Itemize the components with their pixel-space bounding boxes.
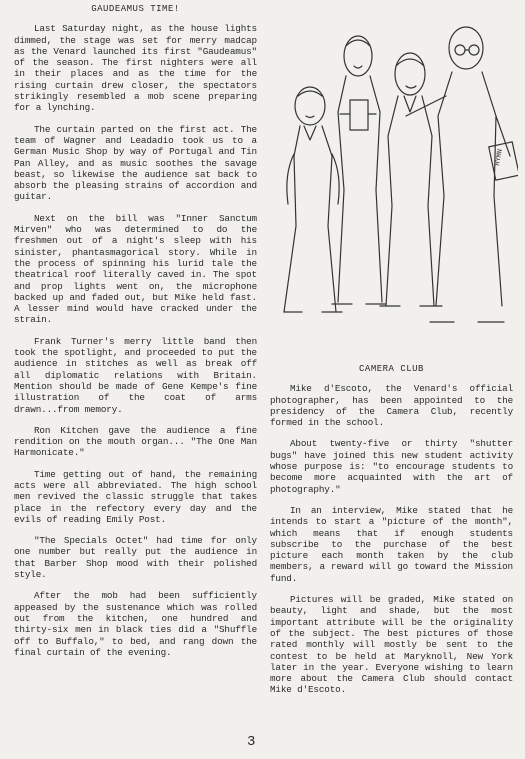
camera-club-article (270, 364, 513, 696)
page-number: 3 (247, 734, 256, 750)
gaudeamus-title: GAUDEAMUS TIME! (91, 4, 180, 14)
gaudeamus-article (14, 4, 257, 658)
article-paragraph: About twenty-five or thirty "shutter bugs" have joined this new student activity whose purpose is: "to encourage students to become more acquainted with the art of photography." (270, 438, 513, 495)
article-paragraph: "The Specials Octet" had time for only one number but really put the audience in that Barber Shop mood with their polished style. (14, 535, 257, 581)
camera-club-title: CAMERA CLUB (359, 364, 424, 374)
singers-cartoon (270, 4, 518, 349)
article-paragraph: Mike d'Escoto, the Venard's official photographer, has been appointed to the presidency of the Camera Club, recently formed in the school. (270, 383, 513, 429)
article-paragraph: Frank Turner's merry little band then took the spotlight, and proceeded to put the audience in stitches as well as break off all diplomatic relations with Britain. Mention should be made of Gene Kempe's fine illustration of the coat of arms drawn...from memory. (14, 335, 257, 415)
article-paragraph: Ron Kitchen gave the audience a fine rendition on the mouth organ... "The One Man Harmonicate." (14, 424, 257, 459)
article-paragraph: After the mob had been sufficiently appeased by the sustenance which was rolled out from the kitchen, one hundred and thirty-six men in black ties did a "Shuffle off to Buffalo," to bed, and rang down the final curtain of the evening. (14, 590, 257, 658)
article-paragraph: The curtain parted on the first act. The team of Wagner and Leadadio took us to a German Music Shop by way of Portugal and Tin Pan Alley, and as music soothes the savage beast, so likewise the audience sat back to absorb the pleasing strains of accordion and guitar. (14, 123, 257, 203)
article-paragraph: In an interview, Mike stated that he intends to start a "picture of the month", which means that if enough students subscribe to the purchase of the best picture each month taken by the club members, a reward will go toward the Mission fund. (270, 504, 513, 584)
article-paragraph: Pictures will be graded, Mike stated on beauty, light and shade, but the most important attribute will be the originality of the subject. The best pictures of those rated monthly will mostly be sent to the contest to be held at Maryknoll, New York later in the year. Everyone wishing to learn more about the Camera Club should contact Mike d'Escoto. (270, 594, 513, 696)
article-paragraph: Last Saturday night, as the house lights dimmed, the stage was set for merry madcap as the Venard launched its first "Gaudeamus" of the season. The first nighters were all in their places and as the time for the rising curtain drew closer, the spectators strikingly resembled a mob scene preparing for a lynching. (14, 23, 257, 114)
hymn-book-label: HYMN (494, 148, 505, 167)
article-paragraph: Next on the bill was "Inner Sanctum Mirven" who was determined to do the freshmen out of a night's sleep with his sinister, phantasmagorical story. While in the process of spinning his lurid tale the theatrical roof literally caved in. The spot and prop lights went on, the microphone backed up and faded out, but Mike held fast. A lesser mind would have cracked under the strain. (14, 212, 257, 326)
article-paragraph: Time getting out of hand, the remaining acts were all abbreviated. The high school men revived the classic struggle that takes place in the refectory every day and the evils of reading Emily Post. (14, 468, 257, 525)
